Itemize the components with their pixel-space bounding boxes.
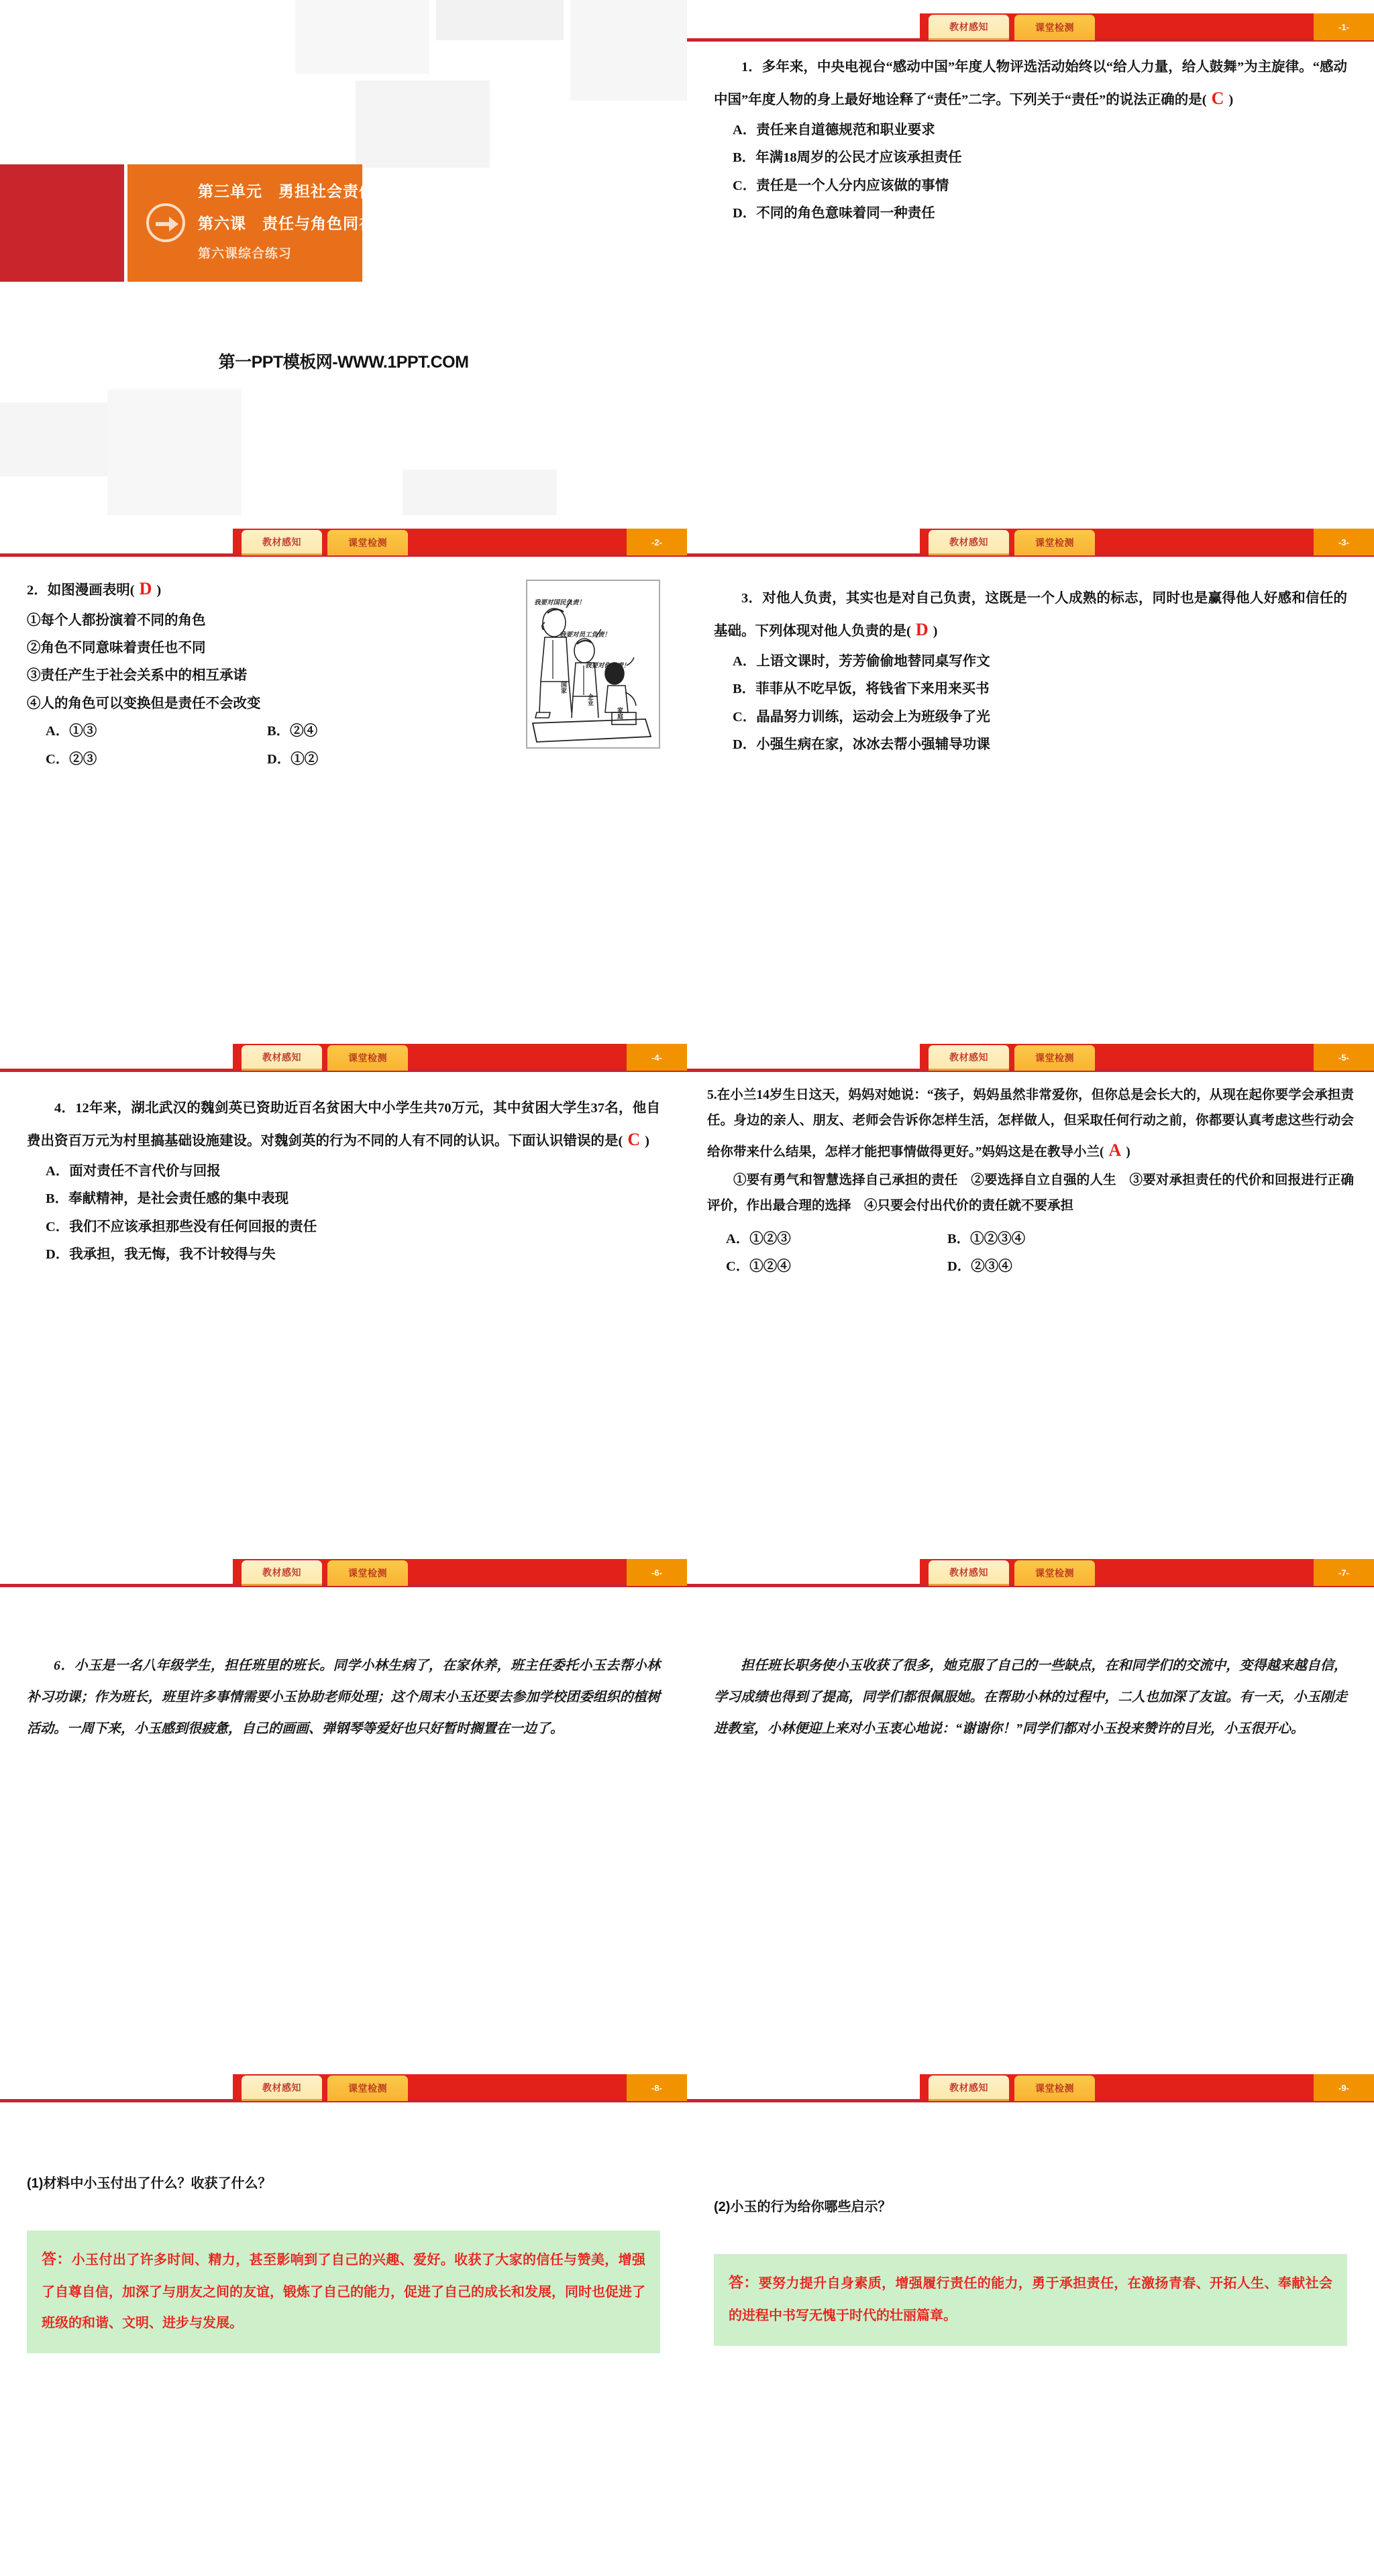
answer-text: 答：小玉付出了许多时间、精力，甚至影响到了自己的兴趣、爱好。收获了大家的信任与赞美，增强了自尊自信，加深了与朋友之间的友谊，锻炼了自己的能力，促进了自己的成长和发展，同时也促进了班级的和谐、文明、进步与发展。 xyxy=(42,2251,645,2330)
bg-tile xyxy=(403,470,557,515)
statement-1: ①每个人都扮演着不同的角色 xyxy=(27,612,206,628)
option-c[interactable]: C．①②④ xyxy=(726,1259,791,1275)
slide-header xyxy=(0,515,687,559)
slide-body xyxy=(0,2105,687,2576)
option-c[interactable]: C．我们不应该承担那些没有任何回报的责任 xyxy=(46,1219,317,1234)
option-a[interactable]: A．①②③ xyxy=(726,1231,791,1246)
lesson-subtitle: 第六课综合练习 xyxy=(198,247,293,261)
slide-header xyxy=(687,1030,1374,1075)
answer-box xyxy=(714,2254,1347,2346)
correct-answer: D xyxy=(915,620,929,640)
arrow-right-icon xyxy=(146,203,185,242)
title-red-block xyxy=(0,164,124,282)
page-number-badge: -8- xyxy=(627,2074,687,2101)
slide-body xyxy=(687,2105,1374,2576)
unit-title: 第三单元 勇担社会责任 xyxy=(198,182,375,200)
slide-subquestion-1[interactable] xyxy=(0,2061,687,2576)
slide-body xyxy=(687,1590,1374,2061)
slide-material-part-1[interactable] xyxy=(0,1546,687,2061)
slide-header xyxy=(687,515,1374,559)
tab-class-test[interactable]: 课堂检测 xyxy=(327,1045,408,1071)
question-stem: 3．对他人负责，其实也是对自己负责，这既是一个人成熟的标志，同时也是赢得他人好感和信任的基础。下列体现对他人负责的是( D ) xyxy=(714,591,1347,640)
slide-question-4[interactable] xyxy=(0,1030,687,1546)
tab-textbook-perception[interactable]: 教材感知 xyxy=(929,1560,1009,1586)
page-number-badge: -1- xyxy=(1314,13,1374,40)
page-number-badge: -3- xyxy=(1314,529,1374,555)
option-a[interactable]: A．上语文课时，芳芳偷偷地替同桌写作文 xyxy=(733,653,990,669)
correct-answer: D xyxy=(139,579,152,598)
tab-class-test[interactable]: 课堂检测 xyxy=(1014,530,1095,555)
answer-label: 答： xyxy=(729,2274,759,2291)
sub-question-text: (2)小玉的行为给你哪些启示？ xyxy=(714,2200,892,2214)
statements-inline: ①要有勇气和智慧选择自己承担的责任 ②要选择自立自强的人生 ③要对承担责任的代价和回报进行正确评价，作出最合理的选择 ④只要会付出代价的责任就不要承担 xyxy=(707,1173,1354,1213)
page-number-badge: -6- xyxy=(627,1559,687,1586)
cartoon-bubble-2: 我要对员工负责！ xyxy=(560,632,611,639)
slide-title[interactable] xyxy=(0,0,687,515)
option-b[interactable]: B．菲菲从不吃早饭，将钱省下来用来买书 xyxy=(733,682,990,697)
sub-question-text: (1)材料中小玉付出了什么？收获了什么？ xyxy=(27,2176,272,2191)
option-d[interactable]: D．我承担，我无悔，我不计较得与失 xyxy=(46,1247,276,1263)
statement-4: ④人的角色可以变换但是责任不会改变 xyxy=(27,696,261,711)
option-row xyxy=(27,746,429,773)
answer-text: 答：要努力提升自身素质，增强履行责任的能力，勇于承担责任，在激扬青春、开拓人生、奉献社会的进程中书写无愧于时代的壮丽篇章。 xyxy=(729,2274,1332,2323)
cartoon-label-family: 家庭 xyxy=(617,707,623,719)
tab-class-test[interactable]: 课堂检测 xyxy=(1014,2076,1095,2101)
material-text: 担任班长职务使小玉收获了很多，她克服了自己的一些缺点，在和同学们的交流中，变得越来越自信，学习成绩也得到了提高，同学们都很佩服她。在帮助小林的过程中，二人也加深了友谊。有一天，小玉刚走进教室，小林便迎上来对小玉衷心地说：“谢谢你！”同学们都对小玉投来赞许的目光，小玉很开心。 xyxy=(714,1658,1347,1736)
bg-tile xyxy=(295,0,429,74)
cartoon-label-country: 国家 xyxy=(560,682,567,694)
option-d[interactable]: D．①② xyxy=(267,751,319,767)
cartoon-bubble-3: 我要对你负责！ xyxy=(585,663,630,669)
option-row xyxy=(707,1226,1354,1253)
option-row xyxy=(707,1253,1354,1281)
tab-class-test[interactable]: 课堂检测 xyxy=(327,530,408,555)
tab-class-test[interactable]: 课堂检测 xyxy=(327,2076,408,2101)
correct-answer: C xyxy=(627,1130,641,1150)
slide-question-2[interactable] xyxy=(0,515,687,1030)
option-c[interactable]: C．晶晶努力训练，运动会上为班级争了光 xyxy=(733,709,990,724)
option-a[interactable]: A．面对责任不言代价与回报 xyxy=(46,1163,221,1179)
slide-subquestion-2[interactable] xyxy=(687,2061,1374,2576)
option-b[interactable]: B．②④ xyxy=(267,724,318,739)
page-number-badge: -9- xyxy=(1314,2074,1374,2101)
slide-body xyxy=(687,1075,1374,1546)
slide-body xyxy=(0,559,687,1030)
cartoon-bubble-1: 我要对国民负责！ xyxy=(534,600,586,606)
bg-tile xyxy=(436,0,564,40)
slide-header xyxy=(687,0,1374,44)
slide-question-3[interactable] xyxy=(687,515,1374,1030)
bg-tile xyxy=(356,80,490,168)
page-number-badge: -5- xyxy=(1314,1044,1374,1071)
slide-header xyxy=(0,1546,687,1590)
title-orange-block xyxy=(127,164,375,282)
slide-body xyxy=(687,559,1374,1030)
question-stem: 2．如图漫画表明( D ) xyxy=(27,579,162,598)
option-row xyxy=(27,718,429,745)
statement-3: ③责任产生于社会关系中的相互承诺 xyxy=(27,668,247,684)
slide-body xyxy=(0,1075,687,1546)
tab-class-test[interactable]: 课堂检测 xyxy=(1014,1560,1095,1586)
tab-class-test[interactable]: 课堂检测 xyxy=(327,1560,408,1586)
question-stem: 5.在小兰14岁生日这天，妈妈对她说：“孩子，妈妈虽然非常爱你，但你总是会长大的，从现在起你要学会承担责任。身边的亲人、朋友、老师会告诉你怎样生活，怎样做人，但采取任何行动之前，你都要认真考虑这些行动会给你带来什么结果，怎样才能把事情做得更好。”妈妈这是在教导小兰( A ) xyxy=(707,1088,1354,1161)
answer-box xyxy=(27,2231,660,2353)
question-stem: 4．12年来，湖北武汉的魏剑英已资助近百名贫困大中小学生共70万元，其中贫困大学生37名，他自费出资百万元为村里搞基础设施建设。对魏剑英的行为不同的人有不同的认识。下面认识错误的是( C ) xyxy=(27,1101,660,1150)
statement-2: ②角色不同意味着责任也不同 xyxy=(27,640,206,655)
slide-body xyxy=(687,44,1374,515)
slide-material-part-2[interactable] xyxy=(687,1546,1374,2061)
option-b[interactable]: B．年满18周岁的公民才应该承担责任 xyxy=(733,150,962,166)
tab-textbook-perception[interactable]: 教材感知 xyxy=(929,530,1009,555)
option-b[interactable]: B．奉献精神，是社会责任感的集中表现 xyxy=(46,1191,289,1207)
question-stem: 1．多年来，中央电视台“感动中国”年度人物评选活动始终以“给人力量，给人鼓舞”为主旋律。“感动中国”年度人物的身上最好地诠释了“责任”二字。下列关于“责任”的说法正确的是( C ) xyxy=(714,60,1347,109)
option-c[interactable]: C．②③ xyxy=(46,751,97,767)
bg-tile xyxy=(570,0,687,101)
option-d[interactable]: D．不同的角色意味着同一种责任 xyxy=(733,206,935,221)
option-d[interactable]: D．小强生病在家，冰冰去帮小强辅导功课 xyxy=(733,737,990,753)
lesson-title: 第六课 责任与角色同在 xyxy=(198,215,375,232)
bg-tile xyxy=(107,389,242,515)
slide-header xyxy=(687,1546,1374,1590)
cartoon-label-enterprise: 企业 xyxy=(587,694,594,706)
tab-class-test[interactable]: 课堂检测 xyxy=(1014,15,1095,40)
tab-class-test[interactable]: 课堂检测 xyxy=(1014,1045,1095,1071)
watermark: 第一PPT模板网-WWW.1PPT.COM xyxy=(218,353,469,372)
slide-question-5[interactable] xyxy=(687,1030,1374,1546)
slide-header xyxy=(0,1030,687,1075)
option-a[interactable]: A．①③ xyxy=(46,724,97,739)
material-text: 6．小玉是一名八年级学生，担任班里的班长。同学小林生病了，在家休养，班主任委托小玉去帮小林补习功课；作为班长，班里许多事情需要小玉协助老师处理；这个周末小玉还要去参加学校团委组织的植树活动。一周下来，小玉感到很疲惫，自己的画画、弹钢琴等爱好也只好暂时搁置在一边了。 xyxy=(27,1658,660,1736)
option-a[interactable]: A．责任来自道德规范和职业要求 xyxy=(733,122,935,138)
slide-question-1[interactable] xyxy=(687,0,1374,515)
tab-textbook-perception[interactable]: 教材感知 xyxy=(242,1045,322,1071)
correct-answer: C xyxy=(1211,89,1224,109)
slide-header xyxy=(687,2061,1374,2105)
answer-label: 答： xyxy=(42,2251,72,2267)
tab-textbook-perception[interactable]: 教材感知 xyxy=(929,15,1009,40)
page-number-badge: -7- xyxy=(1314,1559,1374,1586)
tab-textbook-perception[interactable]: 教材感知 xyxy=(242,1560,322,1586)
slide-body xyxy=(0,1590,687,2061)
option-b[interactable]: B．①②③④ xyxy=(947,1231,1026,1246)
option-c[interactable]: C．责任是一个人分内应该做的事情 xyxy=(733,178,949,193)
option-d[interactable]: D．②③④ xyxy=(947,1259,1012,1275)
slide-header xyxy=(0,2061,687,2105)
tab-textbook-perception[interactable]: 教材感知 xyxy=(929,1045,1009,1071)
correct-answer: A xyxy=(1108,1140,1122,1161)
page-number-badge: -4- xyxy=(627,1044,687,1071)
tab-textbook-perception[interactable]: 教材感知 xyxy=(242,530,322,555)
page-number-badge: -2- xyxy=(627,529,687,555)
tab-textbook-perception[interactable]: 教材感知 xyxy=(929,2076,1009,2101)
cartoon-illustration xyxy=(526,580,660,749)
tab-textbook-perception[interactable]: 教材感知 xyxy=(242,2076,322,2101)
